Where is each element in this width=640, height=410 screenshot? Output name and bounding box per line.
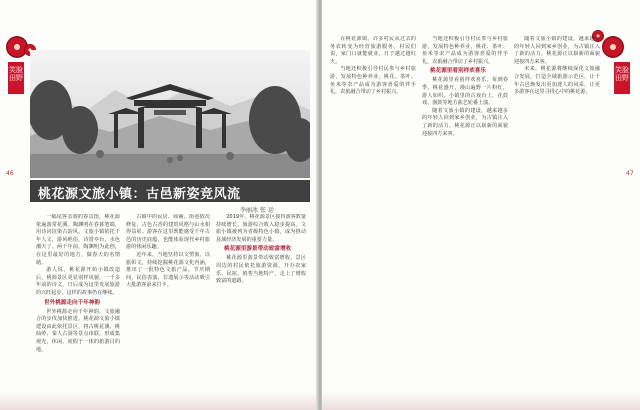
paragraph: 在桃花源镇，许多村民从过去的务农转变为经营旅游服务。村民们说，家门口就能就业，日子越过越红火。 (330, 36, 416, 65)
section-tab: 笑脸田野 (614, 62, 630, 94)
page-number: 46 (6, 170, 14, 177)
paragraph: 随着文旅小镇的建设，越来越多的年轻人回到家乡创业，为古镇注入了新的活力。桃花源正以崭新的面貌迎接四方来客。 (514, 36, 600, 65)
paragraph: 未来，桃花源将继续深化文旅融合发展，打造全域旅游示范区，让千年古邑焕发出更加迷人的风采，让更多游客在这里寻找心中的桃花源。 (514, 66, 600, 96)
article-byline: 李丽冰 张 运 (240, 207, 274, 214)
left-column-1 (36, 214, 120, 398)
article-title: 桃花源文旅小镇：古邑新姿竞风流 (38, 187, 241, 202)
paragraph: 近年来，当地坚持以文塑旅、以旅彰文，持续挖掘桃花源文化内涵，推出了一批特色文旅产品。节庆期间，民俗表演、非遗展示等活动吸引大批游客前来打卡。 (126, 251, 210, 289)
right-column-1 (330, 36, 416, 398)
red-flower-ornament (602, 36, 624, 58)
paragraph: 游人说，桃花源开始小镇改造后，桃源景区更显别样风貌。一千多年前的诗文，日后成为这里发展旅游的兴旺起步，这样的故事仍在继续。 (36, 267, 120, 296)
paragraph: 2019年，桃花源景区接待游客数量持续增长，旅游综合收入稳步提高。文旅小镇被列为省级特色小镇，成为推动县域经济发展的重要力量。 (216, 214, 306, 243)
article-title-bar (30, 180, 310, 202)
paragraph: 桃花源里游景带动致富增收。景区周边的村民依托旅游资源，开办农家乐、民宿，销售当地特产，走上了增收致富的道路。 (216, 255, 306, 285)
paragraph: 一幅尾客亲游的春景图，桃花源依遍游常花溪。陶渊明在春暮笔端，用诗词渲染古韵风。文旅小镇依托千年人文，游风绝俗，诗赏亭台，水色潮天了。两千年前，陶渊明为此创，在这里最好的地方，做春天的名情绪。 (36, 214, 120, 266)
subhead: 桃花源里看别样欢喜乐 (430, 68, 486, 75)
bottom-flower-decoration (0, 392, 318, 410)
right-column-3 (514, 36, 600, 398)
paragraph: 世外桃源走向千年神韵，文旅融合的步伐加快推进。桃花源文旅小镇建设由此依托景区，将古桃花溪、桃仙岭、秦人古洞等景点串联，形成集观光、休闲、度假于一体的旅游目的地。 (36, 308, 120, 353)
hero-photo-gate (30, 50, 310, 178)
paragraph: 古镇中的民居、商铺、街巷依次修复，古色古香的建筑风格与山水相得益彰。游客在这里既能感受千年古邑的历史底蕴，也能体验现代乡村旅游的休闲乐趣。 (126, 214, 210, 251)
paragraph: 随着文旅小镇的建设，越来越多的年轻人回到家乡创业，为古镇注入了新的活力。桃花源正以崭新的面貌迎接四方来客。 (422, 107, 508, 137)
right-column-2 (422, 36, 508, 398)
left-column-2 (126, 214, 210, 398)
paragraph: 当地还积极引导村民参与乡村旅游，发展特色种养业，桃花、茶叶、鱼米等农产品成为游客喜爱的伴手礼，农旅融合带动了乡村振兴。 (422, 36, 508, 65)
right-page (322, 0, 640, 410)
paragraph: 当地还积极引导村民参与乡村旅游，发展特色种养业，桃花、茶叶、鱼米等农产品成为游客喜爱的伴手礼，农旅融合带动了乡村振兴。 (330, 66, 416, 96)
subhead: 世外桃源走向千年神韵 (44, 299, 100, 306)
left-column-3 (216, 214, 306, 398)
subhead: 桃花源里游景带动致富增收 (224, 246, 292, 253)
section-tab: 笑脸田野 (8, 62, 24, 94)
left-page (0, 0, 318, 410)
bottom-flower-decoration (322, 392, 640, 410)
page-number: 47 (626, 170, 634, 177)
paragraph: 桃花源里看别样欢喜乐。每到春季，桃花盛开，漫山遍野一片粉红，游人如织。小镇里的古戏台上，花鼓戏、渔鼓等地方曲艺轮番上演。 (422, 77, 508, 107)
